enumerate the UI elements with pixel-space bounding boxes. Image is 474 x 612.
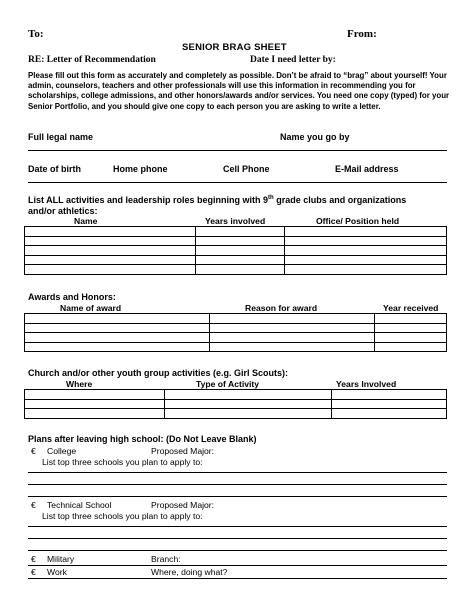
to-label: To: — [28, 28, 44, 40]
activities-col-position: Office/ Position held — [316, 216, 400, 226]
activities-heading: List ALL activities and leadership roles beginning with 9th grade clubs and organizations — [28, 195, 407, 205]
name-you-go-by-label: Name you go by — [280, 132, 350, 142]
college-school-line-1[interactable] — [28, 472, 447, 473]
church-col-years: Years Involved — [336, 379, 397, 389]
page-title: SENIOR BRAG SHEET — [182, 42, 287, 53]
table-row[interactable] — [25, 399, 447, 409]
work-label: Work — [47, 567, 67, 577]
cell-phone-label: Cell Phone — [223, 164, 270, 174]
awards-heading: Awards and Honors: — [28, 292, 116, 302]
table-row[interactable] — [25, 323, 447, 333]
activities-col-years: Years involved — [205, 216, 266, 226]
table-row[interactable] — [25, 227, 447, 237]
table-row[interactable] — [25, 314, 447, 324]
date-needed-label: Date I need letter by: — [250, 55, 336, 65]
work-checkbox[interactable]: € — [31, 567, 36, 577]
table-row[interactable] — [25, 255, 447, 265]
technical-label: Technical School — [47, 500, 112, 510]
military-checkbox[interactable]: € — [31, 554, 36, 564]
college-school-line-3[interactable] — [28, 496, 447, 497]
plans-heading: Plans after leaving high school: (Do Not Leave Blank) — [28, 434, 257, 444]
name-line[interactable] — [28, 150, 447, 151]
re-label: RE: Letter of Recommendation — [28, 55, 156, 65]
college-label: College — [47, 446, 77, 456]
technical-major-label: Proposed Major: — [151, 500, 215, 510]
activities-col-name: Name — [74, 216, 98, 226]
church-table[interactable] — [24, 389, 447, 419]
full-legal-name-label: Full legal name — [28, 132, 94, 142]
email-label: E-Mail address — [335, 164, 399, 174]
college-school-line-2[interactable] — [28, 484, 447, 485]
table-row[interactable] — [25, 236, 447, 246]
church-col-activity: Type of Activity — [196, 379, 260, 389]
military-line[interactable] — [28, 565, 447, 566]
work-line[interactable] — [28, 578, 447, 579]
church-col-where: Where — [66, 379, 93, 389]
table-row[interactable] — [25, 265, 447, 275]
technical-school-line-1[interactable] — [28, 526, 447, 527]
table-row[interactable] — [25, 342, 447, 352]
awards-col-name: Name of award — [60, 303, 122, 313]
home-phone-label: Home phone — [113, 164, 168, 174]
awards-table[interactable] — [24, 313, 447, 352]
awards-col-reason: Reason for award — [245, 303, 318, 313]
college-major-label: Proposed Major: — [151, 446, 215, 456]
military-label: Military — [47, 554, 75, 564]
table-row[interactable] — [25, 409, 447, 419]
college-schools-label: List top three schools you plan to apply to: — [42, 457, 203, 467]
table-row[interactable] — [25, 333, 447, 343]
technical-school-line-3[interactable] — [28, 550, 447, 551]
awards-col-year: Year received — [383, 303, 439, 313]
where-doing-what-label: Where, doing what? — [151, 567, 228, 577]
table-row[interactable] — [25, 246, 447, 256]
branch-label: Branch: — [151, 554, 181, 564]
technical-schools-label: List top three schools you plan to apply to: — [42, 511, 203, 521]
church-heading: Church and/or other youth group activities (e.g. Girl Scouts): — [28, 368, 289, 378]
table-row[interactable] — [25, 390, 447, 400]
intro-paragraph: Please fill out this form as accurately and completely as possible. Don’t be afraid to “brag” about yourself! Your admin, counselors, teachers and other professionals will use this information in recommending you for scholarships, college admissions, and other honors/awards and/or services. You need one copy (typed) for your Senior Portfolio, and you should give one copy to each person you are asking to write a letter. — [28, 71, 450, 111]
technical-checkbox[interactable]: € — [31, 500, 36, 510]
activities-table[interactable] — [24, 226, 447, 275]
from-label: From: — [347, 28, 377, 40]
contact-line[interactable] — [28, 182, 447, 183]
college-checkbox[interactable]: € — [31, 446, 36, 456]
technical-school-line-2[interactable] — [28, 538, 447, 539]
activities-heading-line2: and/or athletics: — [28, 206, 98, 216]
date-of-birth-label: Date of birth — [28, 164, 81, 174]
